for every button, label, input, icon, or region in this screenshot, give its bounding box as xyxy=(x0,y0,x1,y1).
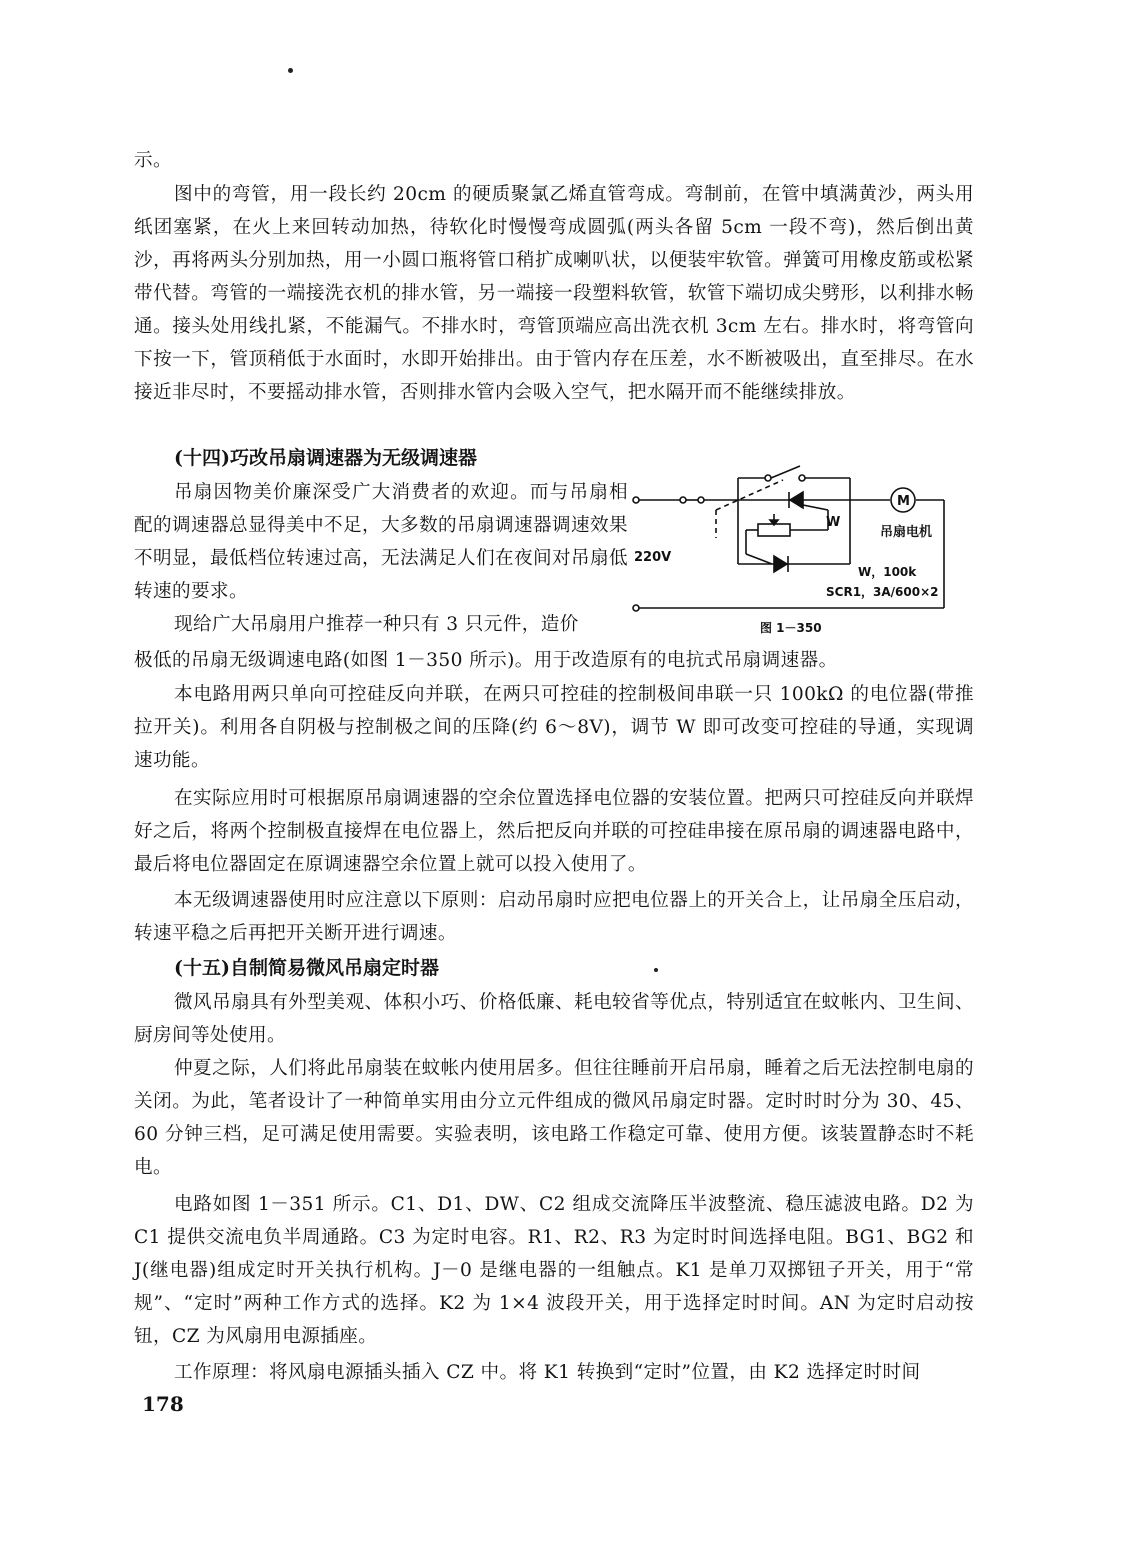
paragraph-installation: 在实际应用时可根据原吊扇调速器的空余位置选择电位器的安装位置。把两只可控硅反向并联焊好之后，将两个控制极直接焊在电位器上，然后把反向并联的可控硅串接在原吊扇的调速器电路中，最后将电位器固定在原调速器空余位置上就可以投入使用了。 xyxy=(134,788,974,875)
section-heading-15: (十五)自制简易微风吊扇定时器 xyxy=(174,957,439,979)
paragraph-fragment: 示。 xyxy=(134,150,172,171)
paragraph-timer-design: 仲夏之际，人们将此吊扇装在蚊帐内使用居多。但往往睡前开启吊扇，睡着之后无法控制电扇的关闭。为此，笔者设计了一种简单实用由分立元件组成的微风吊扇定时器。定时时时分为 30、45、60 分钟三档，足可满足使用需要。实验表明，该电路工作稳定可靠、使用方便。该装置静态时不耗电。 xyxy=(134,1058,974,1178)
motor-label: 吊扇电机 xyxy=(880,525,933,540)
circuit-diagram xyxy=(628,458,968,638)
paragraph-working-principle: 工作原理：将风扇电源插头插入 CZ 中。将 K1 转换到“定时”位置，由 K2 选择定时时间 xyxy=(174,1362,921,1383)
terminal-top xyxy=(633,497,639,503)
motor-symbol: M xyxy=(897,494,910,509)
voltage-label: 220V xyxy=(634,550,672,565)
paragraph-fan-intro: 吊扇因物美价廉深受广大消费者的欢迎。而与吊扇相配的调速器总显得美中不足，大多数的吊扇调速器调速效果不明显，最低档位转速过高，无法满足人们在夜间对吊扇低转速的要求。 xyxy=(134,482,628,602)
page-number: 178 xyxy=(142,1392,184,1416)
paragraph-usage-note: 本无级调速器使用时应注意以下原则：启动吊扇时应把电位器上的开关合上，让吊扇全压启动，转速平稳之后再把开关断开进行调速。 xyxy=(134,890,974,944)
terminal-bottom xyxy=(633,605,639,611)
paragraph-fan-advantages: 微风吊扇具有外型美观、体积小巧、价格低廉、耗电较省等优点，特别适宜在蚊帐内、卫生间、厨房间等处使用。 xyxy=(134,992,974,1046)
paragraph-circuit-desc: 本电路用两只单向可控硅反向并联，在两只可控硅的控制极间串联一只 100kΩ 的电位器(带推拉开关)。利用各自阴极与控制极之间的压降(约 6～8V)，调节 W 即可改变可控硅的导通，实现调速功能。 xyxy=(134,684,974,771)
section-heading-14: (十四)巧改吊扇调速器为无级调速器 xyxy=(174,447,477,469)
paragraph-bent-pipe: 图中的弯管，用一段长约 20cm 的硬质聚氯乙烯直管弯成。弯制前，在管中填满黄沙，两头用纸团塞紧，在火上来回转动加热，待软化时慢慢弯成圆弧(两头各留 5cm 一段不弯)，然后倒出黄沙，再将两头分别加热，用一小圆口瓶将管口稍扩成喇叭状，以便装牢软管。弹簧可用橡皮筋或松紧带代替。弯管的一端接洗衣机的排水管，另一端接一段塑料软管，软管下端切成尖劈形，以利排水畅通。接头处用线扎紧，不能漏气。不排水时，弯管顶端应高出洗衣机 3cm 左右。排水时，将弯管向下按一下，管顶稍低于水面时，水即开始排出。由于管内存在压差，水不断被吸出，直至排尽。在水接近非尽时，不要摇动排水管，否则排水管内会吸入空气，把水隔开而不能继续排放。 xyxy=(134,184,974,403)
paragraph-recommend-cont: 极低的吊扇无级调速电路(如图 1－350 所示)。用于改造原有的电抗式吊扇调速器。 xyxy=(134,650,838,671)
paragraph-recommend: 现给广大吊扇用户推荐一种只有 3 只元件，造价 xyxy=(174,614,579,635)
scan-speck xyxy=(654,968,658,972)
scr-spec: SCR1，3A/600×2 xyxy=(826,585,939,599)
w-label: W xyxy=(826,515,841,530)
pot-spec: W，100k xyxy=(858,565,917,579)
figure-caption: 图 1－350 xyxy=(760,621,822,635)
scan-speck xyxy=(288,68,293,73)
paragraph-circuit-components: 电路如图 1－351 所示。C1、D1、DW、C2 组成交流降压半波整流、稳压滤波电路。D2 为 C1 提供交流电负半周通路。C3 为定时电容。R1、R2、R3 为定时时间选择电阻。BG1、BG2 和 J(继电器)组成定时开关执行机构。J－0 是继电器的一组触点。K1 是单刀双掷钮子开关，用于“常规”、“定时”两种工作方式的选择。K2 为 1×4 波段开关，用于选择定时时间。AN 为定时启动按钮，CZ 为风扇用电源插座。 xyxy=(134,1194,974,1347)
